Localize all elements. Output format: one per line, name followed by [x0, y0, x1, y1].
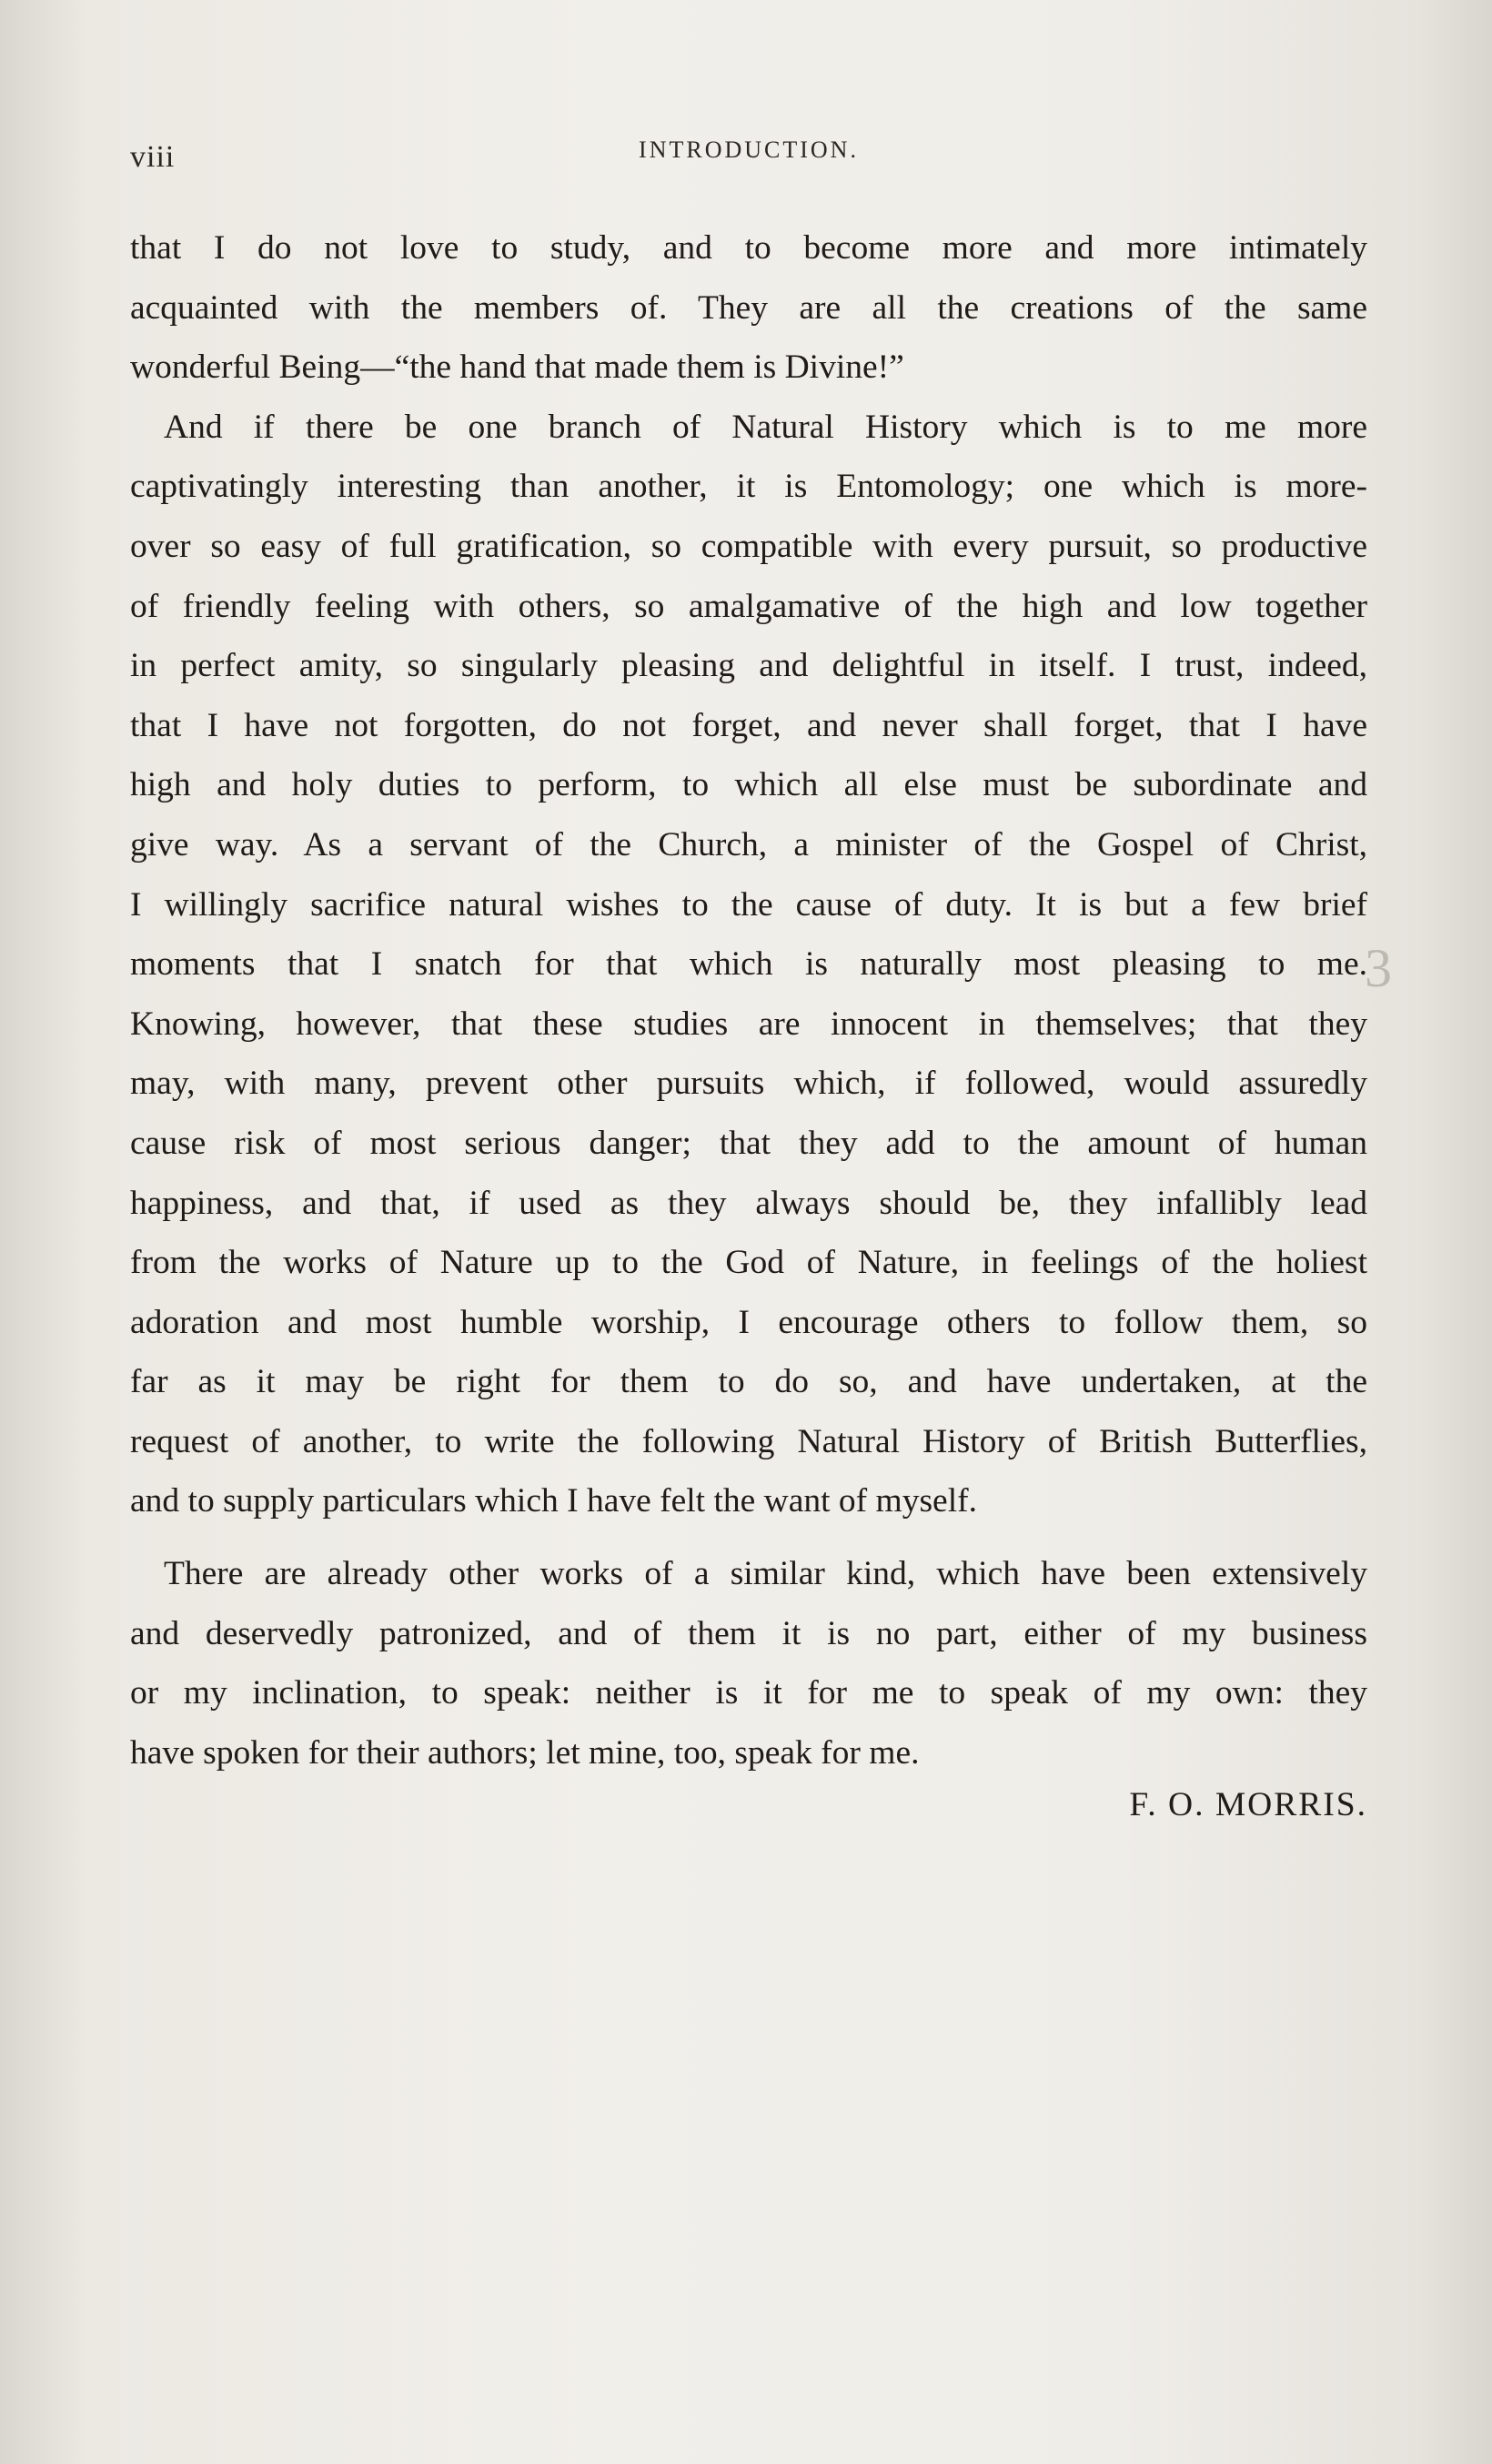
text-line: Knowing, however, that these studies are innocent in themselves; that they — [130, 1005, 1367, 1043]
text-line: And if there be one branch of Natural History which is to me more — [164, 408, 1367, 446]
paragraph-spacer — [130, 1531, 1367, 1544]
text-line: There are already other works of a similar kind, which have been extensively — [164, 1555, 1367, 1593]
running-head — [130, 136, 1367, 177]
text-line: give way. As a servant of the Church, a minister of the Gospel of Christ, — [130, 825, 1367, 863]
text-line: of friendly feeling with others, so amalgamative of the high and low together — [130, 587, 1367, 625]
paragraph-3 — [130, 1544, 1367, 1782]
text-line: over so easy of full gratification, so compatible with every pursuit, so productive — [130, 527, 1367, 565]
text-line: and to supply particulars which I have felt the want of myself. — [130, 1482, 977, 1520]
text-line: from the works of Nature up to the God of Nature, in feelings of the holiest — [130, 1244, 1367, 1282]
text-line: adoration and most humble worship, I encourage others to follow them, so — [130, 1303, 1367, 1341]
text-line: I willingly sacrifice natural wishes to the cause of duty. It is but a few brief — [130, 885, 1367, 924]
text-line: happiness, and that, if used as they always should be, they infallibly lead — [130, 1184, 1367, 1222]
page-number: viii — [130, 140, 176, 174]
text-line: high and holy duties to perform, to which all else must be subordinate and — [130, 766, 1367, 804]
bleed-through-mark: 3 — [1365, 938, 1392, 998]
paragraph-1 — [130, 218, 1367, 398]
paragraph-2 — [130, 398, 1367, 1531]
running-head-title: INTRODUCTION. — [639, 136, 859, 163]
text-line: or my inclination, to speak: neither is it for me to speak of my own: they — [130, 1674, 1367, 1712]
author-signature: F. O. MORRIS. — [1129, 1786, 1367, 1823]
text-line: in perfect amity, so singularly pleasing and delightful in itself. I trust, indeed, — [130, 647, 1367, 685]
text-line: and deservedly patronized, and of them it is no part, either of my business — [130, 1614, 1367, 1652]
text-line: may, with many, prevent other pursuits which, if followed, would assuredly — [130, 1065, 1367, 1103]
text-line: far as it may be right for them to do so, and have undertaken, at the — [130, 1363, 1367, 1401]
body-text — [130, 218, 1367, 1782]
text-line: that I have not forgotten, do not forget, and never shall forget, that I have — [130, 706, 1367, 744]
text-line: that I do not love to study, and to become more and more intimately — [130, 229, 1367, 267]
text-line: request of another, to write the following Natural History of British Butterflies, — [130, 1422, 1367, 1460]
text-line: acquainted with the members of. They are all the creations of the same — [130, 288, 1367, 327]
text-line: cause risk of most serious danger; that they add to the amount of human — [130, 1124, 1367, 1162]
text-line: captivatingly interesting than another, it is Entomology; one which is more- — [130, 468, 1367, 506]
text-line: have spoken for their authors; let mine, too, speak for me. — [130, 1733, 920, 1772]
text-line: moments that I snatch for that which is naturally most pleasing to me. — [130, 945, 1367, 984]
text-line: wonderful Being—“the hand that made them is Divine!” — [130, 348, 904, 387]
